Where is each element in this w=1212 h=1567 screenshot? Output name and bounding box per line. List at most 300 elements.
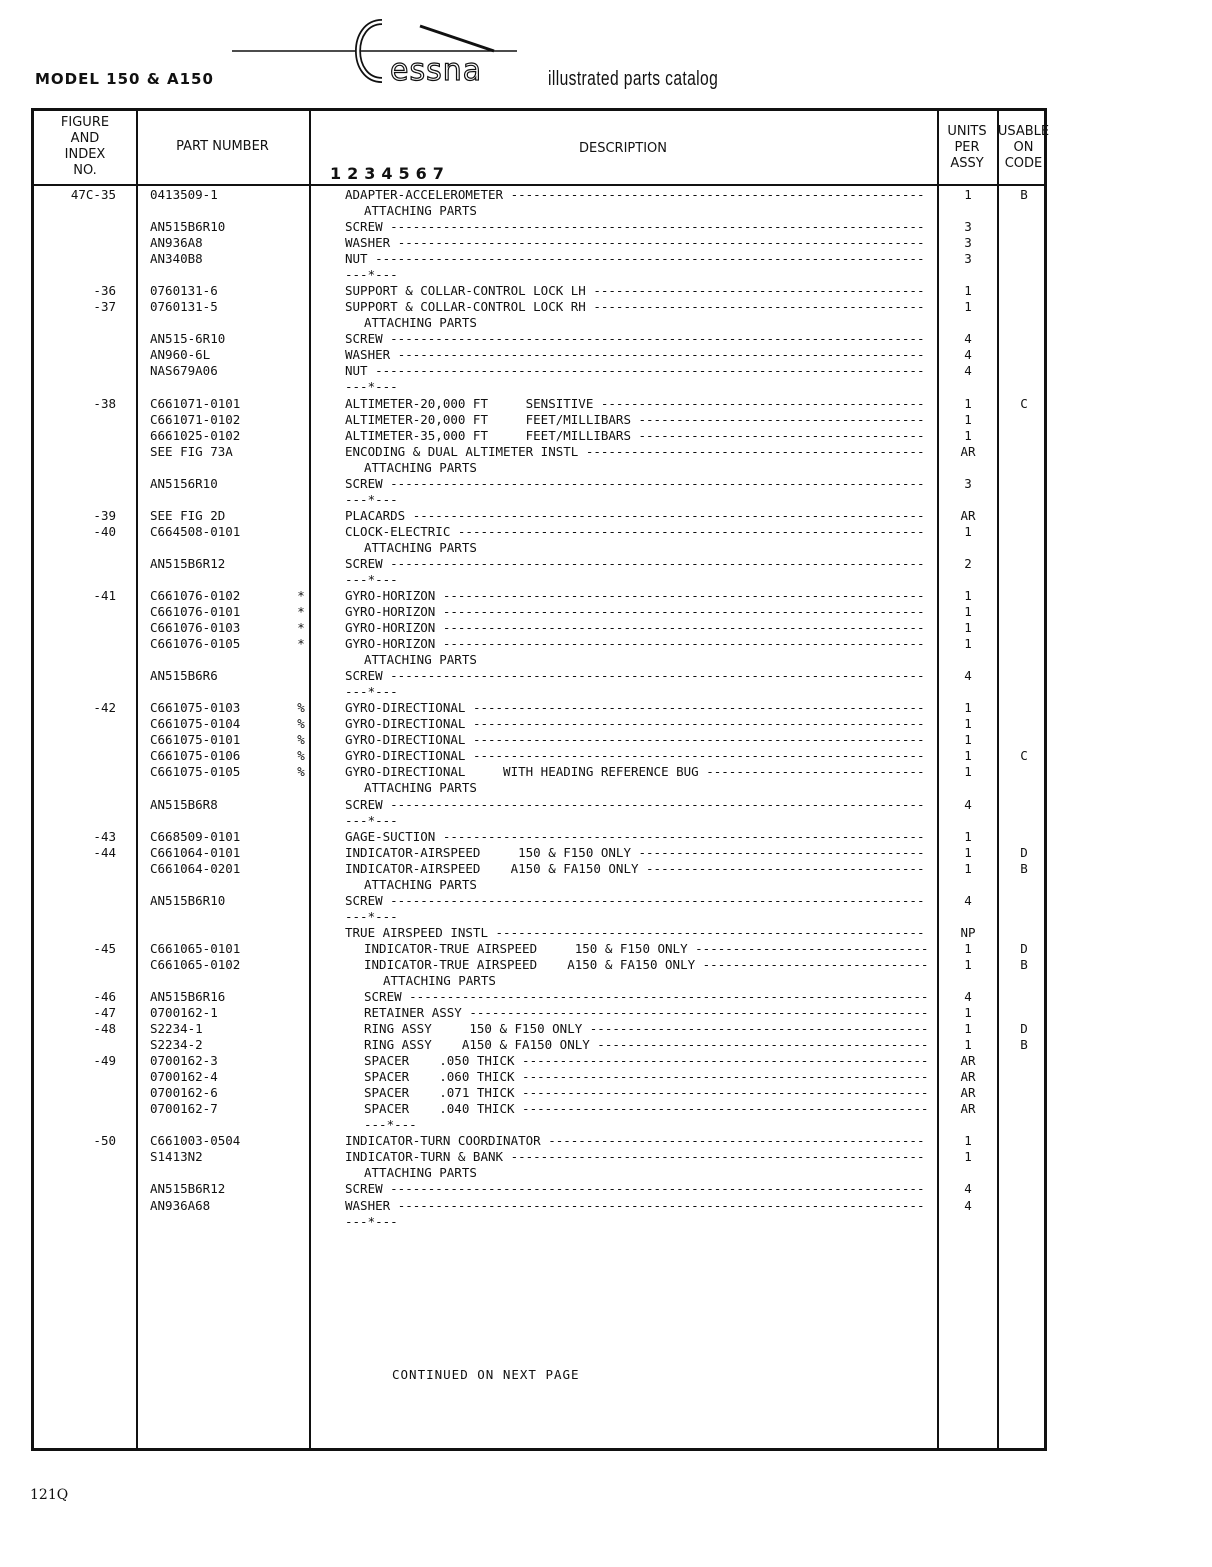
units-per-assy: AR [960, 1069, 976, 1085]
table-row [34, 813, 1044, 829]
description: ATTACHING PARTS [383, 972, 496, 988]
part-marker: * [297, 588, 305, 603]
units-per-assy: 3 [964, 219, 972, 235]
table-row [34, 652, 1044, 668]
header-indent-digits: 1234567 [330, 164, 450, 183]
units-per-assy: 1 [964, 940, 972, 956]
part-number: C661076-0105 [150, 636, 241, 652]
leader-dashes: ------------------------------ [702, 956, 929, 972]
figure-index: -44 [93, 844, 116, 860]
leader-dashes: ---------------------------------------------------------------- [442, 604, 925, 620]
part-number: 0760131-5 [150, 299, 218, 315]
table-row [34, 203, 1044, 219]
description: ENCODING & DUAL ALTIMETER INSTL --------------------------------------------- [345, 443, 925, 459]
units-per-assy: 1 [964, 427, 972, 443]
leader-dashes: ---------------------------------------------------------------------- [397, 347, 925, 363]
table-row [34, 877, 1044, 893]
part-number: C661064-0101 [150, 844, 241, 860]
part-number: C661075-0106 [150, 748, 241, 764]
units-per-assy: 1 [964, 748, 972, 764]
table-row [34, 556, 1044, 572]
description: SPACER .040 THICK ------------------------------------------------------ [364, 1101, 929, 1117]
part-number: 0700162-6 [150, 1085, 218, 1101]
units-per-assy: 1 [964, 1037, 972, 1053]
table-row [34, 957, 1044, 973]
leader-dashes: ---------------------------------------------------------------- [442, 620, 925, 636]
leader-dashes: ------------------------------------------------------------------------- [375, 363, 925, 379]
description: GAGE-SUCTION ---------------------------------------------------------------- [345, 828, 925, 844]
units-per-assy: 1 [964, 636, 972, 652]
part-number: SEE FIG 73A [150, 443, 233, 459]
header-units-per-assy: UNITS PER ASSY [947, 124, 987, 171]
part-number: AN515B6R6 [150, 668, 218, 684]
usable-on-code: B [1020, 860, 1028, 876]
table-row [34, 973, 1044, 989]
page-number: 121Q [30, 1487, 69, 1503]
leader-dashes: ---------------------------------------------------------------- [442, 588, 925, 603]
part-number: AN340B8 [150, 251, 203, 267]
table-row [34, 893, 1044, 909]
units-per-assy: 1 [964, 395, 972, 411]
table-row [34, 299, 1044, 315]
table-row [34, 331, 1044, 347]
leader-dashes: -------------------------------------------- [593, 299, 925, 315]
units-per-assy: AR [960, 443, 976, 459]
table-row [34, 1165, 1044, 1181]
model-title: MODEL 150 & A150 [35, 70, 214, 88]
part-number: AN515B6R12 [150, 1181, 226, 1197]
table-row [34, 444, 1044, 460]
description: SCREW ----------------------------------------------------------------------- [345, 331, 925, 347]
description: CLOCK-ELECTRIC -------------------------------------------------------------- [345, 523, 925, 539]
usable-on-code: B [1020, 187, 1028, 202]
part-marker: * [297, 620, 305, 636]
part-number: AN960-6L [150, 347, 211, 363]
leader-dashes: ----------------------------------------------------------------------- [390, 555, 925, 571]
usable-on-code: D [1020, 940, 1028, 956]
part-number: NAS679A06 [150, 363, 218, 379]
leader-dashes: -------------------------------------- [638, 844, 925, 860]
description: ---*--- [345, 267, 398, 283]
leader-dashes: ------------------------------------------------------------ [472, 716, 925, 732]
leader-dashes: ----------------------------------------------------------------------- [390, 796, 925, 812]
units-per-assy: 1 [964, 764, 972, 780]
description: RING ASSY 150 & F150 ONLY --------------------------------------------- [364, 1021, 929, 1037]
part-number: C661075-0105 [150, 764, 241, 780]
units-per-assy: 1 [964, 1133, 972, 1149]
units-per-assy: 1 [964, 860, 972, 876]
part-marker: * [297, 636, 305, 652]
continued-note: CONTINUED ON NEXT PAGE [392, 1367, 580, 1382]
table-row [34, 396, 1044, 412]
part-number: C661071-0101 [150, 395, 241, 411]
description: ADAPTER-ACCELEROMETER ------------------------------------------------------- [345, 187, 925, 202]
description: SCREW ----------------------------------------------------------------------- [345, 475, 925, 491]
leader-dashes: ----------------------------------------------------------------------- [390, 1181, 925, 1197]
units-per-assy: 1 [964, 588, 972, 603]
units-per-assy: 1 [964, 732, 972, 748]
units-per-assy: 4 [964, 331, 972, 347]
leader-dashes: -------------------------------------- [638, 427, 925, 443]
part-marker: % [297, 732, 305, 748]
part-number: AN515B6R8 [150, 796, 218, 812]
table-row [34, 428, 1044, 444]
table-row [34, 572, 1044, 588]
part-number: 0700162-4 [150, 1069, 218, 1085]
table-row [34, 492, 1044, 508]
units-per-assy: 1 [964, 187, 972, 202]
leader-dashes: ------------------------------------------------------ [522, 1085, 929, 1101]
description: SUPPORT & COLLAR-CONTROL LOCK LH -------------------------------------------- [345, 283, 925, 299]
table-row [34, 1053, 1044, 1069]
cessna-logo [232, 18, 522, 98]
part-number: C661071-0102 [150, 411, 241, 427]
header-figure-index: FIGURE AND INDEX NO. [60, 115, 110, 178]
description: RETAINER ASSY ------------------------------------------------------------- [364, 1005, 929, 1021]
table-row [34, 1133, 1044, 1149]
usable-on-code: B [1020, 1037, 1028, 1053]
table-row [34, 909, 1044, 925]
leader-dashes: ----------------------------------------------------------------------- [390, 219, 925, 235]
units-per-assy: 2 [964, 555, 972, 571]
description: GYRO-DIRECTIONAL ------------------------------------------------------------ [345, 732, 925, 748]
description: SCREW ----------------------------------------------------------------------- [345, 668, 925, 684]
description: ALTIMETER-20,000 FT SENSITIVE ------------------------------------------- [345, 395, 925, 411]
table-row [34, 1214, 1044, 1230]
units-per-assy: AR [960, 1053, 976, 1069]
part-number: AN5156R10 [150, 475, 218, 491]
figure-index: -38 [93, 395, 116, 411]
leader-dashes: ----------------------------------------------------------------------- [390, 331, 925, 347]
leader-dashes: -------------------------------------------- [597, 1037, 929, 1053]
parts-table [31, 108, 1050, 1451]
units-per-assy: 4 [964, 1181, 972, 1197]
part-number: SEE FIG 2D [150, 507, 226, 523]
units-per-assy: 1 [964, 844, 972, 860]
figure-index: -47 [93, 1005, 116, 1021]
header-part-number: PART NUMBER [176, 139, 269, 154]
part-number: 0760131-6 [150, 283, 218, 299]
units-per-assy: 1 [964, 1005, 972, 1021]
figure-index: -40 [93, 523, 116, 539]
usable-on-code: D [1020, 1021, 1028, 1037]
table-row [34, 1005, 1044, 1021]
part-number: C661076-0103 [150, 620, 241, 636]
description: ---*--- [364, 1117, 417, 1133]
leader-dashes: -------------------------------------- [638, 411, 925, 427]
table-row [34, 588, 1044, 604]
leader-dashes: -------------------------------------------- [593, 283, 925, 299]
figure-index: -39 [93, 507, 116, 523]
usable-on-code: C [1020, 748, 1028, 764]
units-per-assy: 1 [964, 828, 972, 844]
figure-index: -50 [93, 1133, 116, 1149]
part-number: C661075-0101 [150, 732, 241, 748]
units-per-assy: NP [960, 924, 976, 940]
units-per-assy: 1 [964, 1021, 972, 1037]
part-number: AN515-6R10 [150, 331, 226, 347]
table-row [34, 267, 1044, 283]
catalog-title: illustrated parts catalog [548, 68, 719, 90]
figure-index: -37 [93, 299, 116, 315]
table-row [34, 684, 1044, 700]
table-row [34, 700, 1044, 716]
table-row [34, 251, 1044, 267]
table-row [34, 732, 1044, 748]
description: GYRO-HORIZON ---------------------------------------------------------------- [345, 620, 925, 636]
description: GYRO-HORIZON ---------------------------------------------------------------- [345, 588, 925, 603]
leader-dashes: ------------------------------------------------------ [522, 1069, 929, 1085]
leader-dashes: ----------------------------------------------------------------------- [390, 475, 925, 491]
leader-dashes: ------------------------------------------------------------- [469, 1005, 929, 1021]
part-number: AN515B6R10 [150, 219, 226, 235]
part-number: S2234-2 [150, 1037, 203, 1053]
figure-index: -48 [93, 1021, 116, 1037]
table-row [34, 941, 1044, 957]
leader-dashes: ------------------------------------------------------ [522, 1053, 929, 1069]
table-row [34, 1181, 1044, 1197]
description: PLACARDS -------------------------------------------------------------------- [345, 507, 925, 523]
units-per-assy: 3 [964, 475, 972, 491]
units-per-assy: 4 [964, 796, 972, 812]
units-per-assy: 4 [964, 1197, 972, 1213]
description: NUT ------------------------------------------------------------------------- [345, 363, 925, 379]
description: ---*--- [345, 379, 398, 395]
description: SPACER .071 THICK ------------------------------------------------------ [364, 1085, 929, 1101]
table-row [34, 315, 1044, 331]
usable-on-code: C [1020, 395, 1028, 411]
table-row [34, 524, 1044, 540]
part-number: AN515B6R12 [150, 555, 226, 571]
leader-dashes: -------------------------------------------------- [548, 1133, 925, 1149]
table-row [34, 845, 1044, 861]
description: INDICATOR-TURN & BANK ------------------------------------------------------- [345, 1149, 925, 1165]
table-row [34, 925, 1044, 941]
description: ATTACHING PARTS [364, 315, 477, 331]
leader-dashes: ---------------------------------------------------------------------- [397, 1197, 925, 1213]
description: WASHER ---------------------------------------------------------------------- [345, 1197, 925, 1213]
part-number: AN515B6R16 [150, 989, 226, 1004]
description: INDICATOR-TRUE AIRSPEED A150 & FA150 ONLY ------------------------------ [364, 956, 929, 972]
description: GYRO-DIRECTIONAL WITH HEADING REFERENCE BUG ----------------------------- [345, 764, 925, 780]
table-row [34, 604, 1044, 620]
leader-dashes: -------------------------------------------------------------------- [412, 507, 925, 523]
leader-dashes: --------------------------------------------- [585, 443, 925, 459]
description: GYRO-DIRECTIONAL ------------------------------------------------------------ [345, 748, 925, 764]
units-per-assy: 1 [964, 700, 972, 716]
description: SCREW ----------------------------------------------------------------------- [345, 796, 925, 812]
description: NUT ------------------------------------------------------------------------- [345, 251, 925, 267]
part-number: C661003-0504 [150, 1133, 241, 1149]
table-row [34, 797, 1044, 813]
description: ALTIMETER-20,000 FT FEET/MILLIBARS -------------------------------------- [345, 411, 925, 427]
part-marker: % [297, 716, 305, 732]
part-number: AN515B6R10 [150, 892, 226, 908]
table-row [34, 989, 1044, 1005]
units-per-assy: 4 [964, 363, 972, 379]
units-per-assy: 1 [964, 283, 972, 299]
description: ATTACHING PARTS [364, 876, 477, 892]
part-number: AN936A8 [150, 235, 203, 251]
leader-dashes: ------------------------------------------------------ [522, 1101, 929, 1117]
table-row [34, 235, 1044, 251]
table-row [34, 620, 1044, 636]
leader-dashes: ------------------------------------------------------------ [472, 700, 925, 716]
table-row [34, 668, 1044, 684]
table-row [34, 412, 1044, 428]
part-number: C661076-0101 [150, 604, 241, 620]
table-row [34, 187, 1044, 203]
part-number: C661075-0103 [150, 700, 241, 716]
units-per-assy: AR [960, 1085, 976, 1101]
leader-dashes: --------------------------------------------------------------------- [409, 989, 929, 1004]
figure-index: 47C-35 [70, 187, 116, 202]
table-row [34, 1085, 1044, 1101]
table-row [34, 1149, 1044, 1165]
part-marker: * [297, 604, 305, 620]
leader-dashes: ----------------------------------------------------------------------- [390, 668, 925, 684]
part-marker: % [297, 748, 305, 764]
table-row [34, 508, 1044, 524]
part-number: C661065-0102 [150, 956, 241, 972]
part-number: C661064-0201 [150, 860, 241, 876]
part-number: C661075-0104 [150, 716, 241, 732]
description: INDICATOR-TRUE AIRSPEED 150 & F150 ONLY ------------------------------- [364, 940, 929, 956]
leader-dashes: --------------------------------------------------------- [495, 924, 925, 940]
table-row [34, 476, 1044, 492]
description: INDICATOR-AIRSPEED 150 & F150 ONLY -------------------------------------- [345, 844, 925, 860]
leader-dashes: ------------------------------------- [646, 860, 925, 876]
description: RING ASSY A150 & FA150 ONLY -------------------------------------------- [364, 1037, 929, 1053]
header-usable-on-code: USABLE ON CODE [997, 124, 1050, 171]
description: ATTACHING PARTS [364, 203, 477, 219]
leader-dashes: -------------------------------------------------------------- [457, 523, 925, 539]
units-per-assy: 1 [964, 411, 972, 427]
table-row [34, 363, 1044, 379]
description: INDICATOR-TURN COORDINATOR -------------------------------------------------- [345, 1133, 925, 1149]
units-per-assy: 1 [964, 956, 972, 972]
figure-index: -36 [93, 283, 116, 299]
description: GYRO-HORIZON ---------------------------------------------------------------- [345, 636, 925, 652]
leader-dashes: ---------------------------------------------------------------------- [397, 235, 925, 251]
description: SUPPORT & COLLAR-CONTROL LOCK RH -------------------------------------------- [345, 299, 925, 315]
leader-dashes: ----------------------------- [706, 764, 925, 780]
table-row [34, 1021, 1044, 1037]
description: WASHER ---------------------------------------------------------------------- [345, 347, 925, 363]
description: ---*--- [345, 1213, 398, 1229]
figure-index: -43 [93, 828, 116, 844]
table-row [34, 1198, 1044, 1214]
units-per-assy: 4 [964, 989, 972, 1004]
part-number: C661076-0102 [150, 588, 241, 603]
table-row [34, 636, 1044, 652]
description: ---*--- [345, 571, 398, 587]
figure-index: -42 [93, 700, 116, 716]
svg-text:essna: essna [390, 53, 483, 88]
units-per-assy: 3 [964, 235, 972, 251]
description: SCREW ----------------------------------------------------------------------- [345, 219, 925, 235]
description: ---*--- [345, 812, 398, 828]
description: ---*--- [345, 491, 398, 507]
units-per-assy: 4 [964, 347, 972, 363]
units-per-assy: 1 [964, 620, 972, 636]
table-row [34, 540, 1044, 556]
description: ---*--- [345, 908, 398, 924]
usable-on-code: B [1020, 956, 1028, 972]
figure-index: -45 [93, 940, 116, 956]
description: SCREW --------------------------------------------------------------------- [364, 989, 929, 1004]
description: SCREW ----------------------------------------------------------------------- [345, 1181, 925, 1197]
units-per-assy: 3 [964, 251, 972, 267]
units-per-assy: 4 [964, 668, 972, 684]
figure-index: -46 [93, 989, 116, 1004]
description: ATTACHING PARTS [364, 652, 477, 668]
leader-dashes: ------------------------------------------------------------ [472, 732, 925, 748]
table-row [34, 861, 1044, 877]
description: INDICATOR-AIRSPEED A150 & FA150 ONLY ------------------------------------- [345, 860, 925, 876]
part-marker: % [297, 764, 305, 780]
units-per-assy: 1 [964, 299, 972, 315]
units-per-assy: 1 [964, 604, 972, 620]
units-per-assy: 1 [964, 523, 972, 539]
usable-on-code: D [1020, 844, 1028, 860]
table-row [34, 1037, 1044, 1053]
description: WASHER ---------------------------------------------------------------------- [345, 235, 925, 251]
description: ALTIMETER-35,000 FT FEET/MILLIBARS -------------------------------------- [345, 427, 925, 443]
units-per-assy: AR [960, 507, 976, 523]
part-number: 0700162-1 [150, 1005, 218, 1021]
leader-dashes: ------------------------------------------------------- [510, 187, 925, 202]
table-row [34, 460, 1044, 476]
part-number: C668509-0101 [150, 828, 241, 844]
leader-dashes: ---------------------------------------------------------------- [442, 636, 925, 652]
table-row [34, 1069, 1044, 1085]
table-row [34, 716, 1044, 732]
table-row [34, 829, 1044, 845]
units-per-assy: 4 [964, 892, 972, 908]
description: GYRO-DIRECTIONAL ------------------------------------------------------------ [345, 716, 925, 732]
description: ATTACHING PARTS [364, 780, 477, 796]
table-row [34, 283, 1044, 299]
leader-dashes: ------------------------------- [695, 940, 929, 956]
part-number: 0700162-7 [150, 1101, 218, 1117]
part-number: C661065-0101 [150, 940, 241, 956]
description: ATTACHING PARTS [364, 459, 477, 475]
part-number: 6661025-0102 [150, 427, 241, 443]
part-number: S1413N2 [150, 1149, 203, 1165]
description: SCREW ----------------------------------------------------------------------- [345, 555, 925, 571]
description: TRUE AIRSPEED INSTL --------------------------------------------------------- [345, 924, 925, 940]
units-per-assy: AR [960, 1101, 976, 1117]
leader-dashes: ------------------------------------------------------- [510, 1149, 925, 1165]
table-row [34, 379, 1044, 395]
figure-index: -41 [93, 588, 116, 603]
header-description: DESCRIPTION [579, 141, 667, 156]
part-marker: % [297, 700, 305, 716]
description: SCREW ----------------------------------------------------------------------- [345, 892, 925, 908]
units-per-assy: 1 [964, 716, 972, 732]
leader-dashes: ------------------------------------------------------------ [472, 748, 925, 764]
leader-dashes: ---------------------------------------------------------------- [442, 828, 925, 844]
description: ATTACHING PARTS [364, 539, 477, 555]
part-number: C664508-0101 [150, 523, 241, 539]
part-number: S2234-1 [150, 1021, 203, 1037]
description: SPACER .060 THICK ------------------------------------------------------ [364, 1069, 929, 1085]
table-row [34, 1101, 1044, 1117]
table-row [34, 219, 1044, 235]
part-number: 0700162-3 [150, 1053, 218, 1069]
table-row [34, 1117, 1044, 1133]
